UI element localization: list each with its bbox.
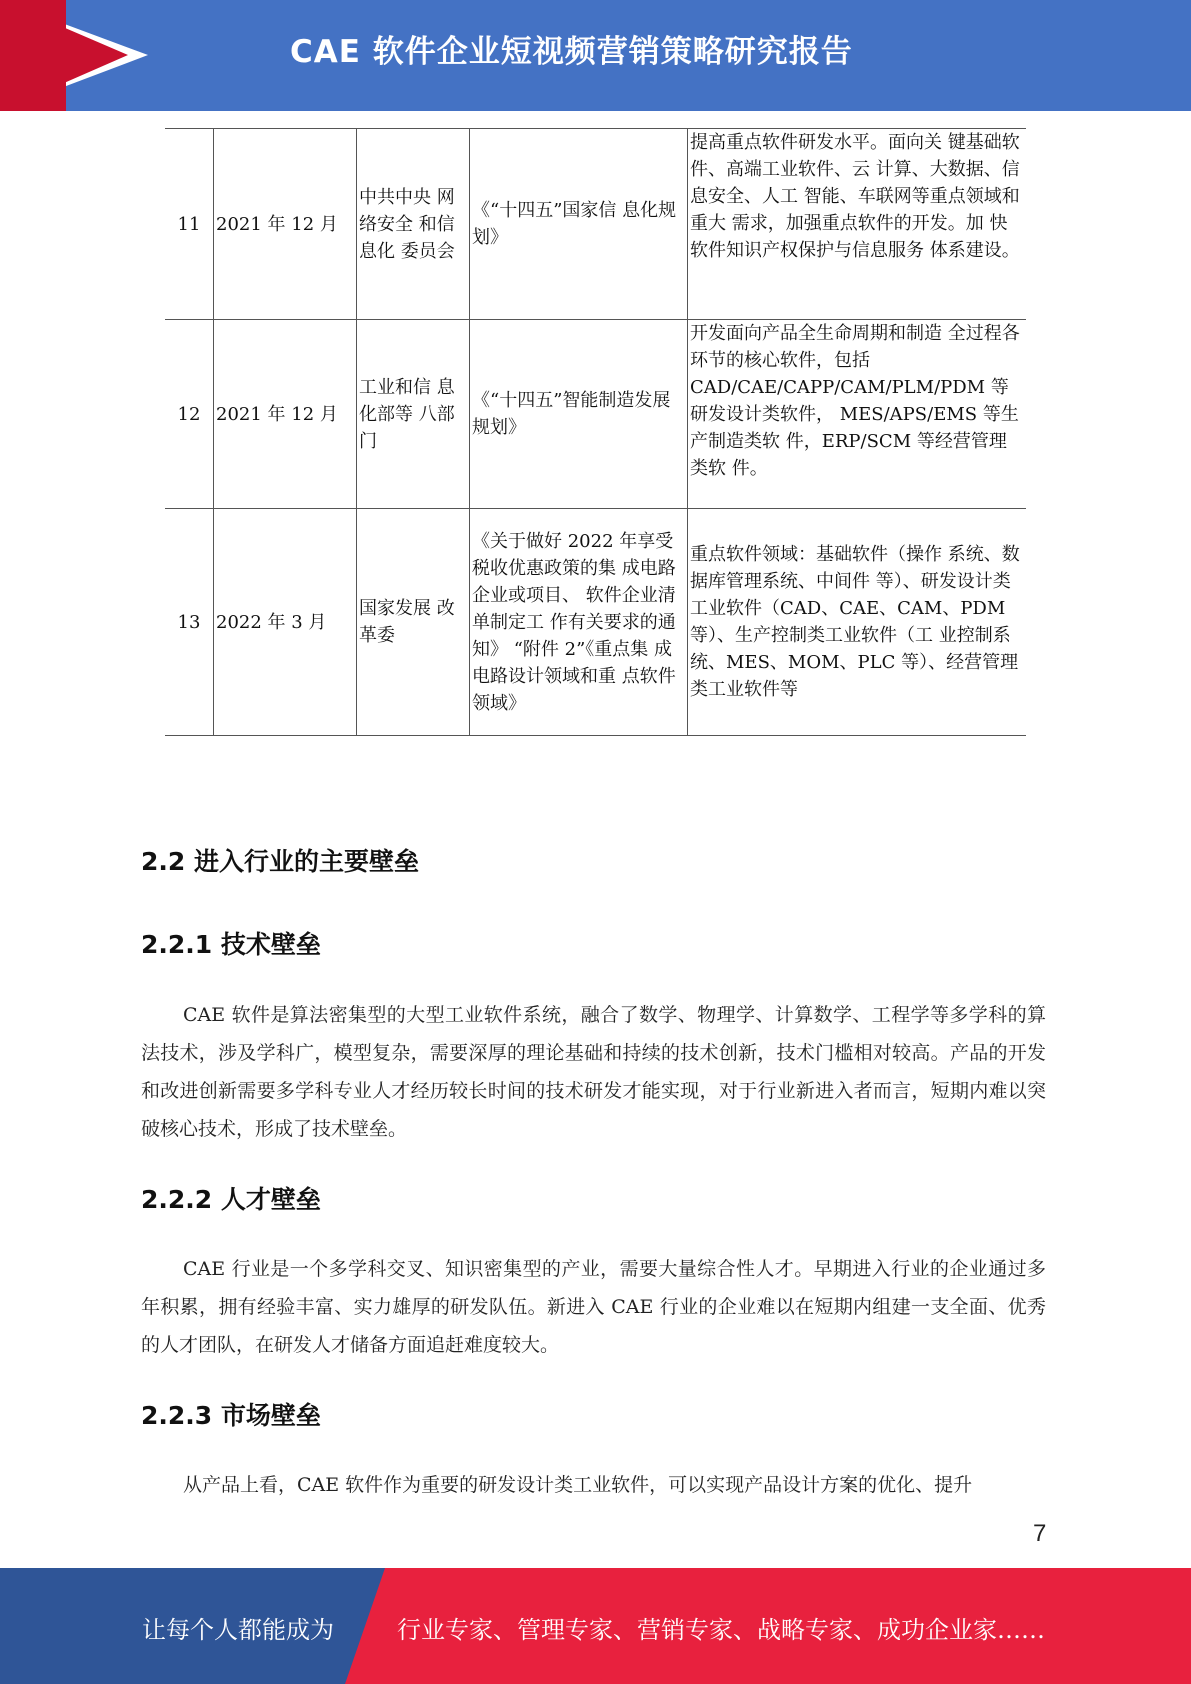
cell-no: 12 (165, 320, 214, 509)
cell-desc: 开发面向产品全生命周期和制造 全过程各环节的核心软件，包括 CAD/CAE/CAPP/CAM/PLM/PDM 等研发设计类软件， MES/APS/EMS 等生产制造类软 件，ERP/SCM 等经营管理类软 件。 (688, 320, 1027, 509)
cell-no: 13 (165, 509, 214, 736)
table-row (165, 509, 1026, 736)
cell-date: 2021 年 12 月 (214, 320, 357, 509)
cell-desc: 重点软件领域：基础软件（操作 系统、数据库管理系统、中间件 等）、研发设计类工业软件（CAD、CAE、CAM、PDM等）、生产控制类工业软件（工 业控制系统、MES、MOM、PLC 等）、经营管理类工业软件等 (688, 509, 1027, 736)
cell-org: 中共中央 网络安全 和信息化 委员会 (357, 129, 470, 320)
cell-doc: 《“十四五”国家信 息化规划》 (470, 129, 688, 320)
table-row (165, 129, 1026, 320)
header-red-block (0, 0, 66, 111)
section-heading: 2.2 进入行业的主要壁垒 (141, 847, 419, 876)
page-number: 7 (1033, 1520, 1047, 1547)
paragraph-tech-barrier: CAE 软件是算法密集型的大型工业软件系统，融合了数学、物理学、计算数学、工程学等多学科的算法技术，涉及学科广，模型复杂，需要深厚的理论基础和持续的技术创新，技术门槛相对较高。产品的开发和改进创新需要多学科专业人才经历较长时间的技术研发才能实现，对于行业新进入者而言，短期内难以突破核心技术，形成了技术壁垒。 (141, 1004, 1046, 1140)
cell-no: 11 (165, 129, 214, 320)
cell-org: 国家发展 改革委 (357, 509, 470, 736)
cell-doc: 《“十四五”智能制造发展规划》 (470, 320, 688, 509)
footer-slogan-left: 让每个人都能成为 (142, 1616, 334, 1644)
page-header-banner (0, 0, 1191, 111)
subsection-heading-market: 2.2.3 市场壁垒 (141, 1401, 321, 1430)
report-title: CAE 软件企业短视频营销策略研究报告 (290, 34, 853, 70)
page-footer-banner (0, 1568, 1191, 1684)
footer-slogan-right: 行业专家、管理专家、营销专家、战略专家、成功企业家…… (397, 1616, 1045, 1644)
paragraph-talent-barrier: CAE 行业是一个多学科交叉、知识密集型的产业，需要大量综合性人才。早期进入行业的企业通过多年积累，拥有经验丰富、实力雄厚的研发队伍。新进入 CAE 行业的企业难以在短期内组建一支全面、优秀的人才团队，在研发人才储备方面追赶难度较大。 (141, 1258, 1046, 1356)
table-row (165, 320, 1026, 509)
cell-desc: 提高重点软件研发水平。面向关 键基础软件、高端工业软件、云 计算、大数据、信息安全、人工 智能、车联网等重点领域和重大 需求，加强重点软件的开发。加 快软件知识产权保护与信息服务 体系建设。 (688, 129, 1027, 320)
subsection-heading-tech: 2.2.1 技术壁垒 (141, 930, 321, 959)
paragraph-market-barrier: 从产品上看，CAE 软件作为重要的研发设计类工业软件，可以实现产品设计方案的优化、提升 (183, 1474, 973, 1496)
footer-blue-slant (345, 1568, 385, 1684)
policy-table (165, 128, 1026, 736)
cell-org: 工业和信 息化部等 八部门 (357, 320, 470, 509)
cell-date: 2021 年 12 月 (214, 129, 357, 320)
cell-date: 2022 年 3 月 (214, 509, 357, 736)
subsection-heading-talent: 2.2.2 人才壁垒 (141, 1185, 321, 1214)
cell-doc: 《关于做好 2022 年享受税收优惠政策的集 成电路企业或项目、 软件企业清单制定工 作有关要求的通知》 “附件 2”《重点集 成电路设计领域和重 点软件领域》 (470, 509, 688, 736)
